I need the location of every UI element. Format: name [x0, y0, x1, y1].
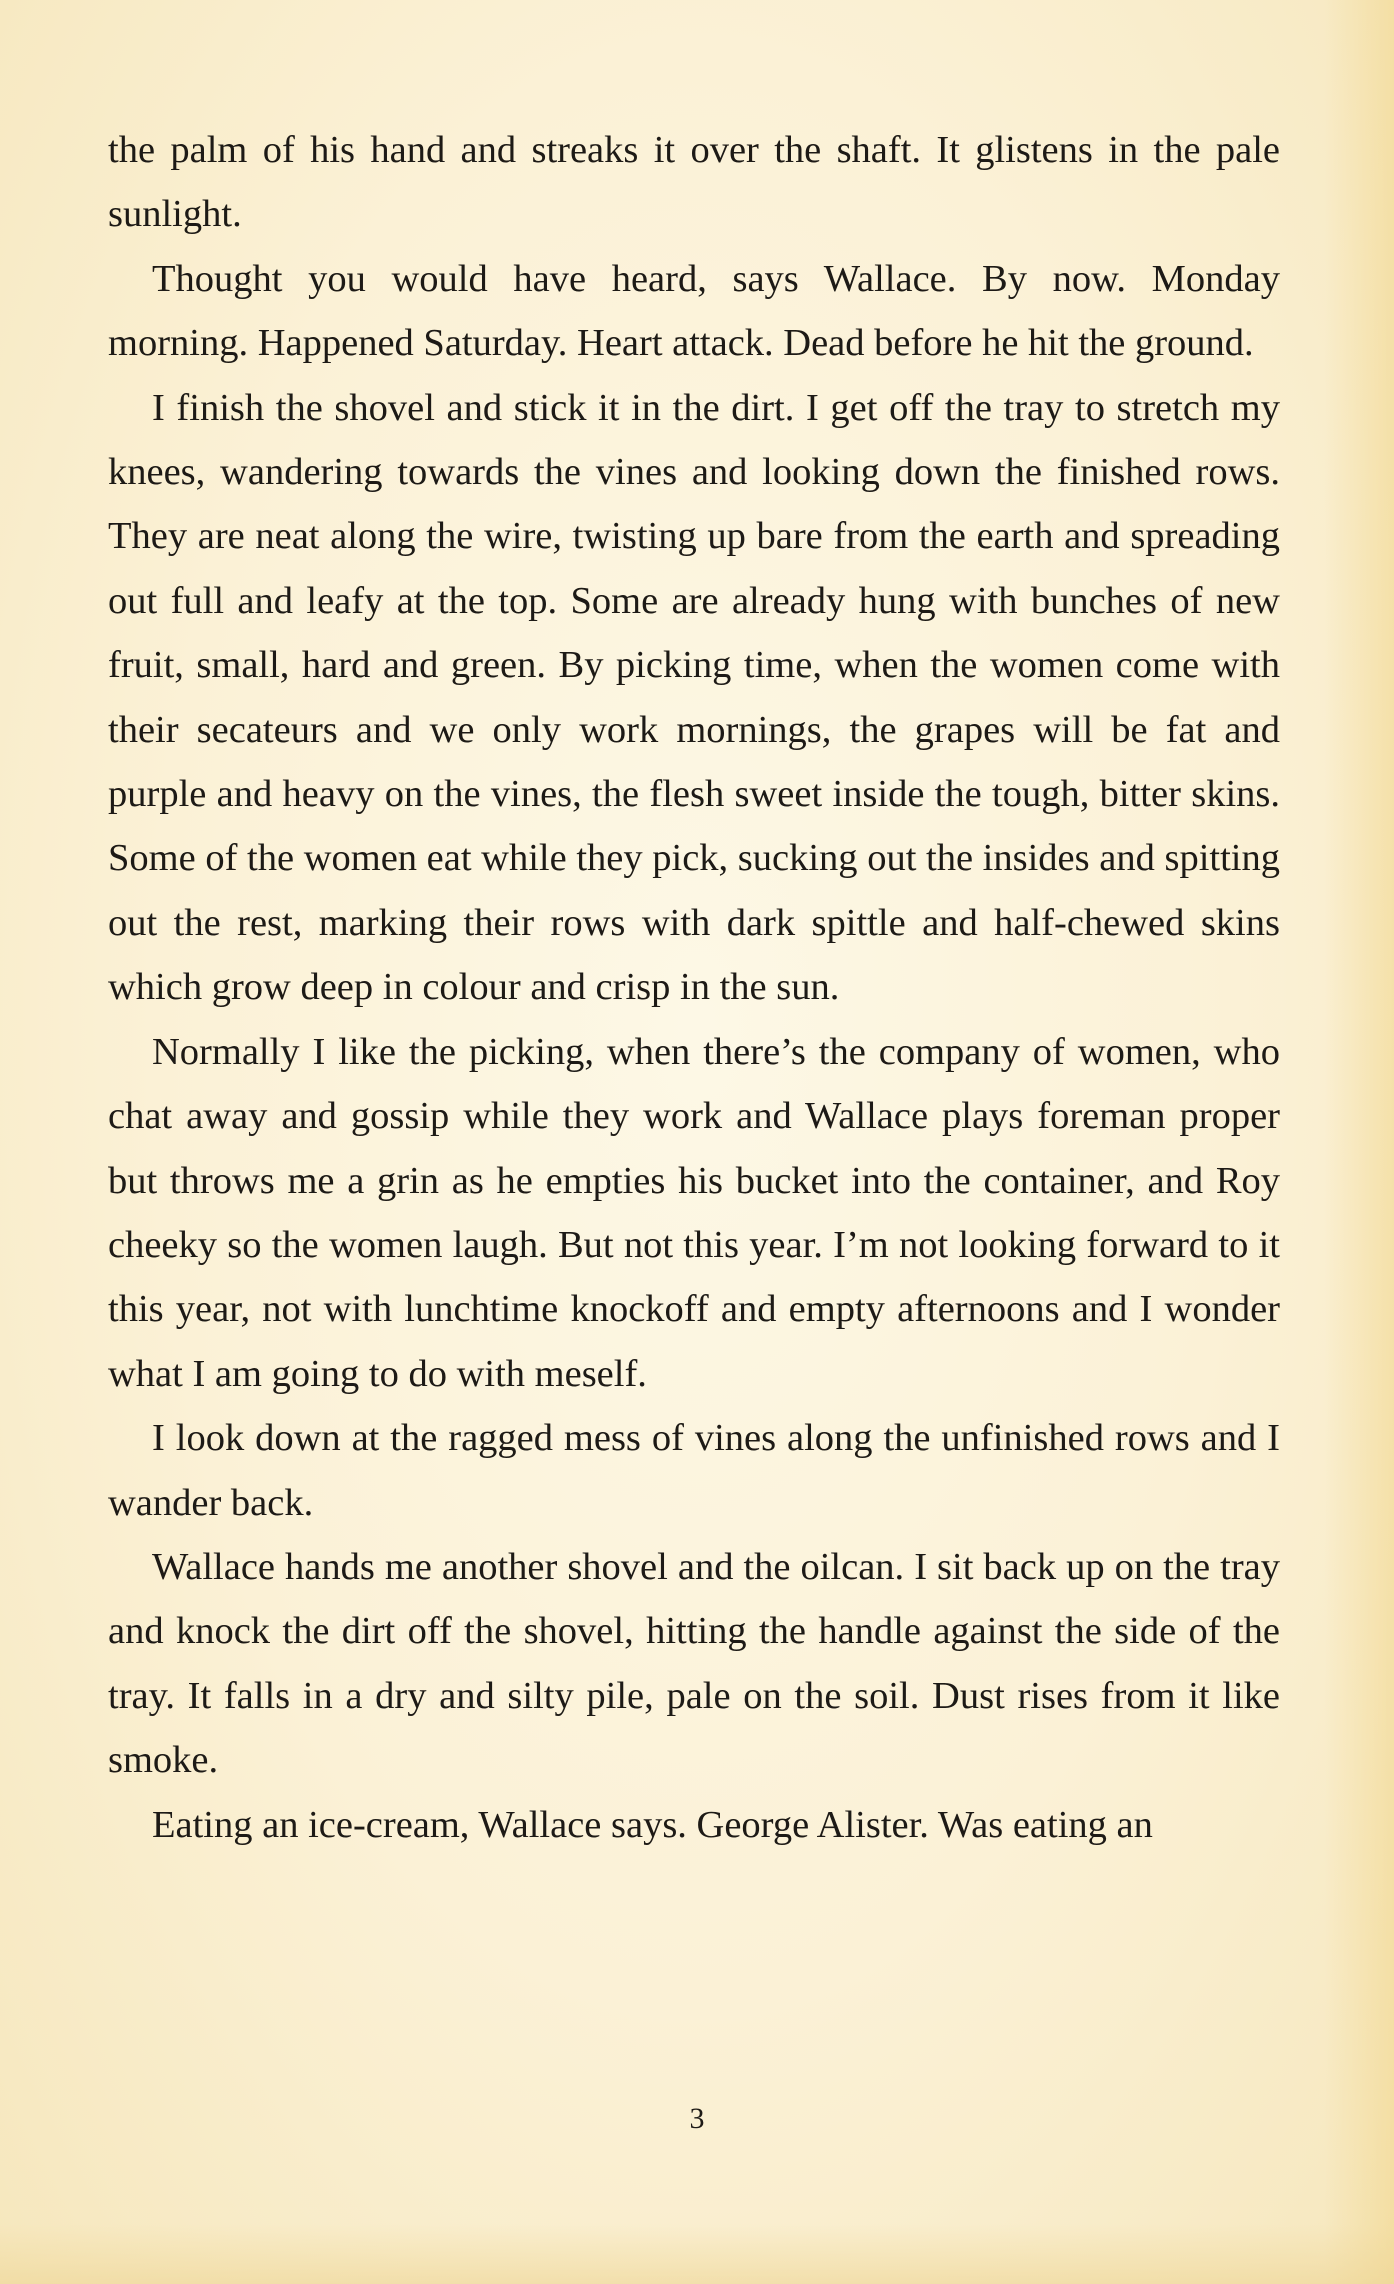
- paragraph-6: Wallace hands me another shovel and the oilcan. I sit back up on the tray and knock the dirt off the shovel, hitting the handle against the side of the tray. It falls in a dry and silty pile, pale on the soil. Dust rises from it like smoke.: [108, 1545, 1280, 1782]
- body-text: [108, 118, 1280, 1857]
- paragraph-5: I look down at the ragged mess of vines along the unfinished rows and I wander back.: [108, 1417, 1280, 1524]
- page-bottom-shading: [0, 2224, 1394, 2284]
- page-edge-shading: [1324, 0, 1394, 2284]
- paragraph-4: Normally I like the picking, when there’s the company of women, who chat away and gossip while they work and Wallace plays foreman proper but throws me a grin as he empties his bucket into the container, and Roy cheeky so the women laugh. But not this year. I’m not looking forward to it this year, not with lunchtime knockoff and empty afternoons and I wonder what I am going to do with meself.: [108, 1030, 1280, 1395]
- paragraph-1: the palm of his hand and streaks it over the shaft. It glistens in the pale sunlight.: [108, 129, 1280, 236]
- paragraph-7: Eating an ice-cream, Wallace says. George Alister. Was eating an: [152, 1803, 1153, 1846]
- page-number: 3: [689, 2102, 705, 2135]
- paragraph-2: Thought you would have heard, says Wallace. By now. Monday morning. Happened Saturday. Heart attack. Dead before he hit the ground.: [108, 257, 1280, 365]
- paragraph-3: I finish the shovel and stick it in the dirt. I get off the tray to stretch my knees, wandering towards the vines and looking down the finished rows. They are neat along the wire, twisting up bare from the earth and spreading out full and leafy at the top. Some are already hung with bunches of new fruit, small, hard and green. By picking time, when the women come with their secateurs and we only work mornings, the grapes will be fat and purple and heavy on the vines, the flesh sweet inside the tough, bitter skins. Some of the women eat while they pick, sucking out the insides and spitting out the rest, marking their rows with dark spittle and half-chewed skins which grow deep in colour and crisp in the sun.: [108, 386, 1280, 1009]
